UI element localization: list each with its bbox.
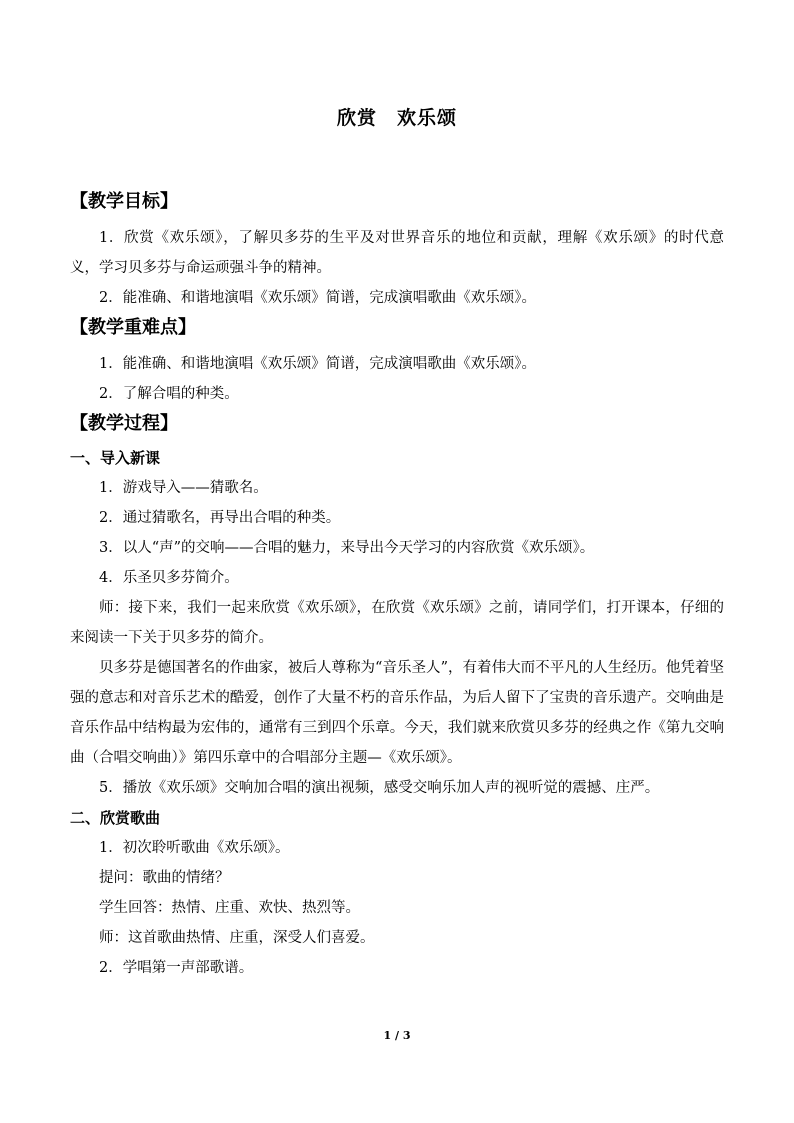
part-heading-appreciation: 二、欣赏歌曲 [70, 809, 161, 827]
section-heading-keypoints: 【教学重难点】 [70, 317, 196, 338]
paragraph: 师：这首歌曲热情、庄重，深受人们喜爱。 [99, 930, 375, 946]
paragraph: 2．了解合唱的种类。 [99, 386, 239, 402]
paragraph: 2．能准确、和谐地演唱《欢乐颂》简谱，完成演唱歌曲《欢乐颂》。 [99, 290, 536, 306]
paragraph: 1．能准确、和谐地演唱《欢乐颂》简谱，完成演唱歌曲《欢乐颂》。 [99, 356, 536, 372]
paragraph: 1．欣赏《欢乐颂》，了解贝多芬的生平及对世界音乐的地位和贡献，理解《欢乐颂》的时代意义，学习贝多芬与命运顽强斗争的精神。 [70, 230, 724, 276]
paragraph: 2．学唱第一声部歌谱。 [99, 960, 254, 976]
paragraph: 1．初次聆听歌曲《欢乐颂》。 [99, 840, 290, 856]
paragraph: 贝多芬是德国著名的作曲家，被后人尊称为“音乐圣人”，有着伟大而不平凡的人生经历。他凭着坚强的意志和对音乐艺术的酷爱，创作了大量不朽的音乐作品，为后人留下了宝贵的音乐遗产。交响曲是音乐作品中结构最为宏伟的，通常有三到四个乐章。今天，我们就来欣赏贝多芬的经典之作《第九交响曲（合唱交响曲）》第四乐章中的合唱部分主题—《欢乐颂》。 [70, 660, 724, 766]
paragraph: 3．以人“声”的交响——合唱的魅力，来导出今天学习的内容欣赏《欢乐颂》。 [99, 540, 595, 556]
document-body [70, 187, 724, 983]
paragraph: 1．游戏导入——猜歌名。 [99, 480, 268, 496]
paragraph: 提问：歌曲的情绪？ [99, 870, 230, 886]
section-heading-process: 【教学过程】 [70, 413, 178, 434]
section-heading-objectives: 【教学目标】 [70, 191, 178, 212]
paragraph: 5．播放《欢乐颂》交响加合唱的演出视频，感受交响乐加人声的视听觉的震撼、庄严。 [99, 780, 660, 796]
document-title: 欣赏 欢乐颂 [336, 107, 457, 129]
paragraph: 4．乐圣贝多芬简介。 [99, 570, 239, 586]
paragraph: 2．通过猜歌名，再导出合唱的种类。 [99, 510, 341, 526]
paragraph: 学生回答：热情、庄重、欢快、热烈等。 [99, 900, 360, 916]
part-heading-intro: 一、导入新课 [70, 449, 161, 467]
page-number: 1 / 3 [383, 1029, 411, 1042]
paragraph: 师：接下来，我们一起来欣赏《欢乐颂》，在欣赏《欢乐颂》之前，请同学们，打开课本，仔细的来阅读一下关于贝多芬的简介。 [70, 600, 724, 646]
